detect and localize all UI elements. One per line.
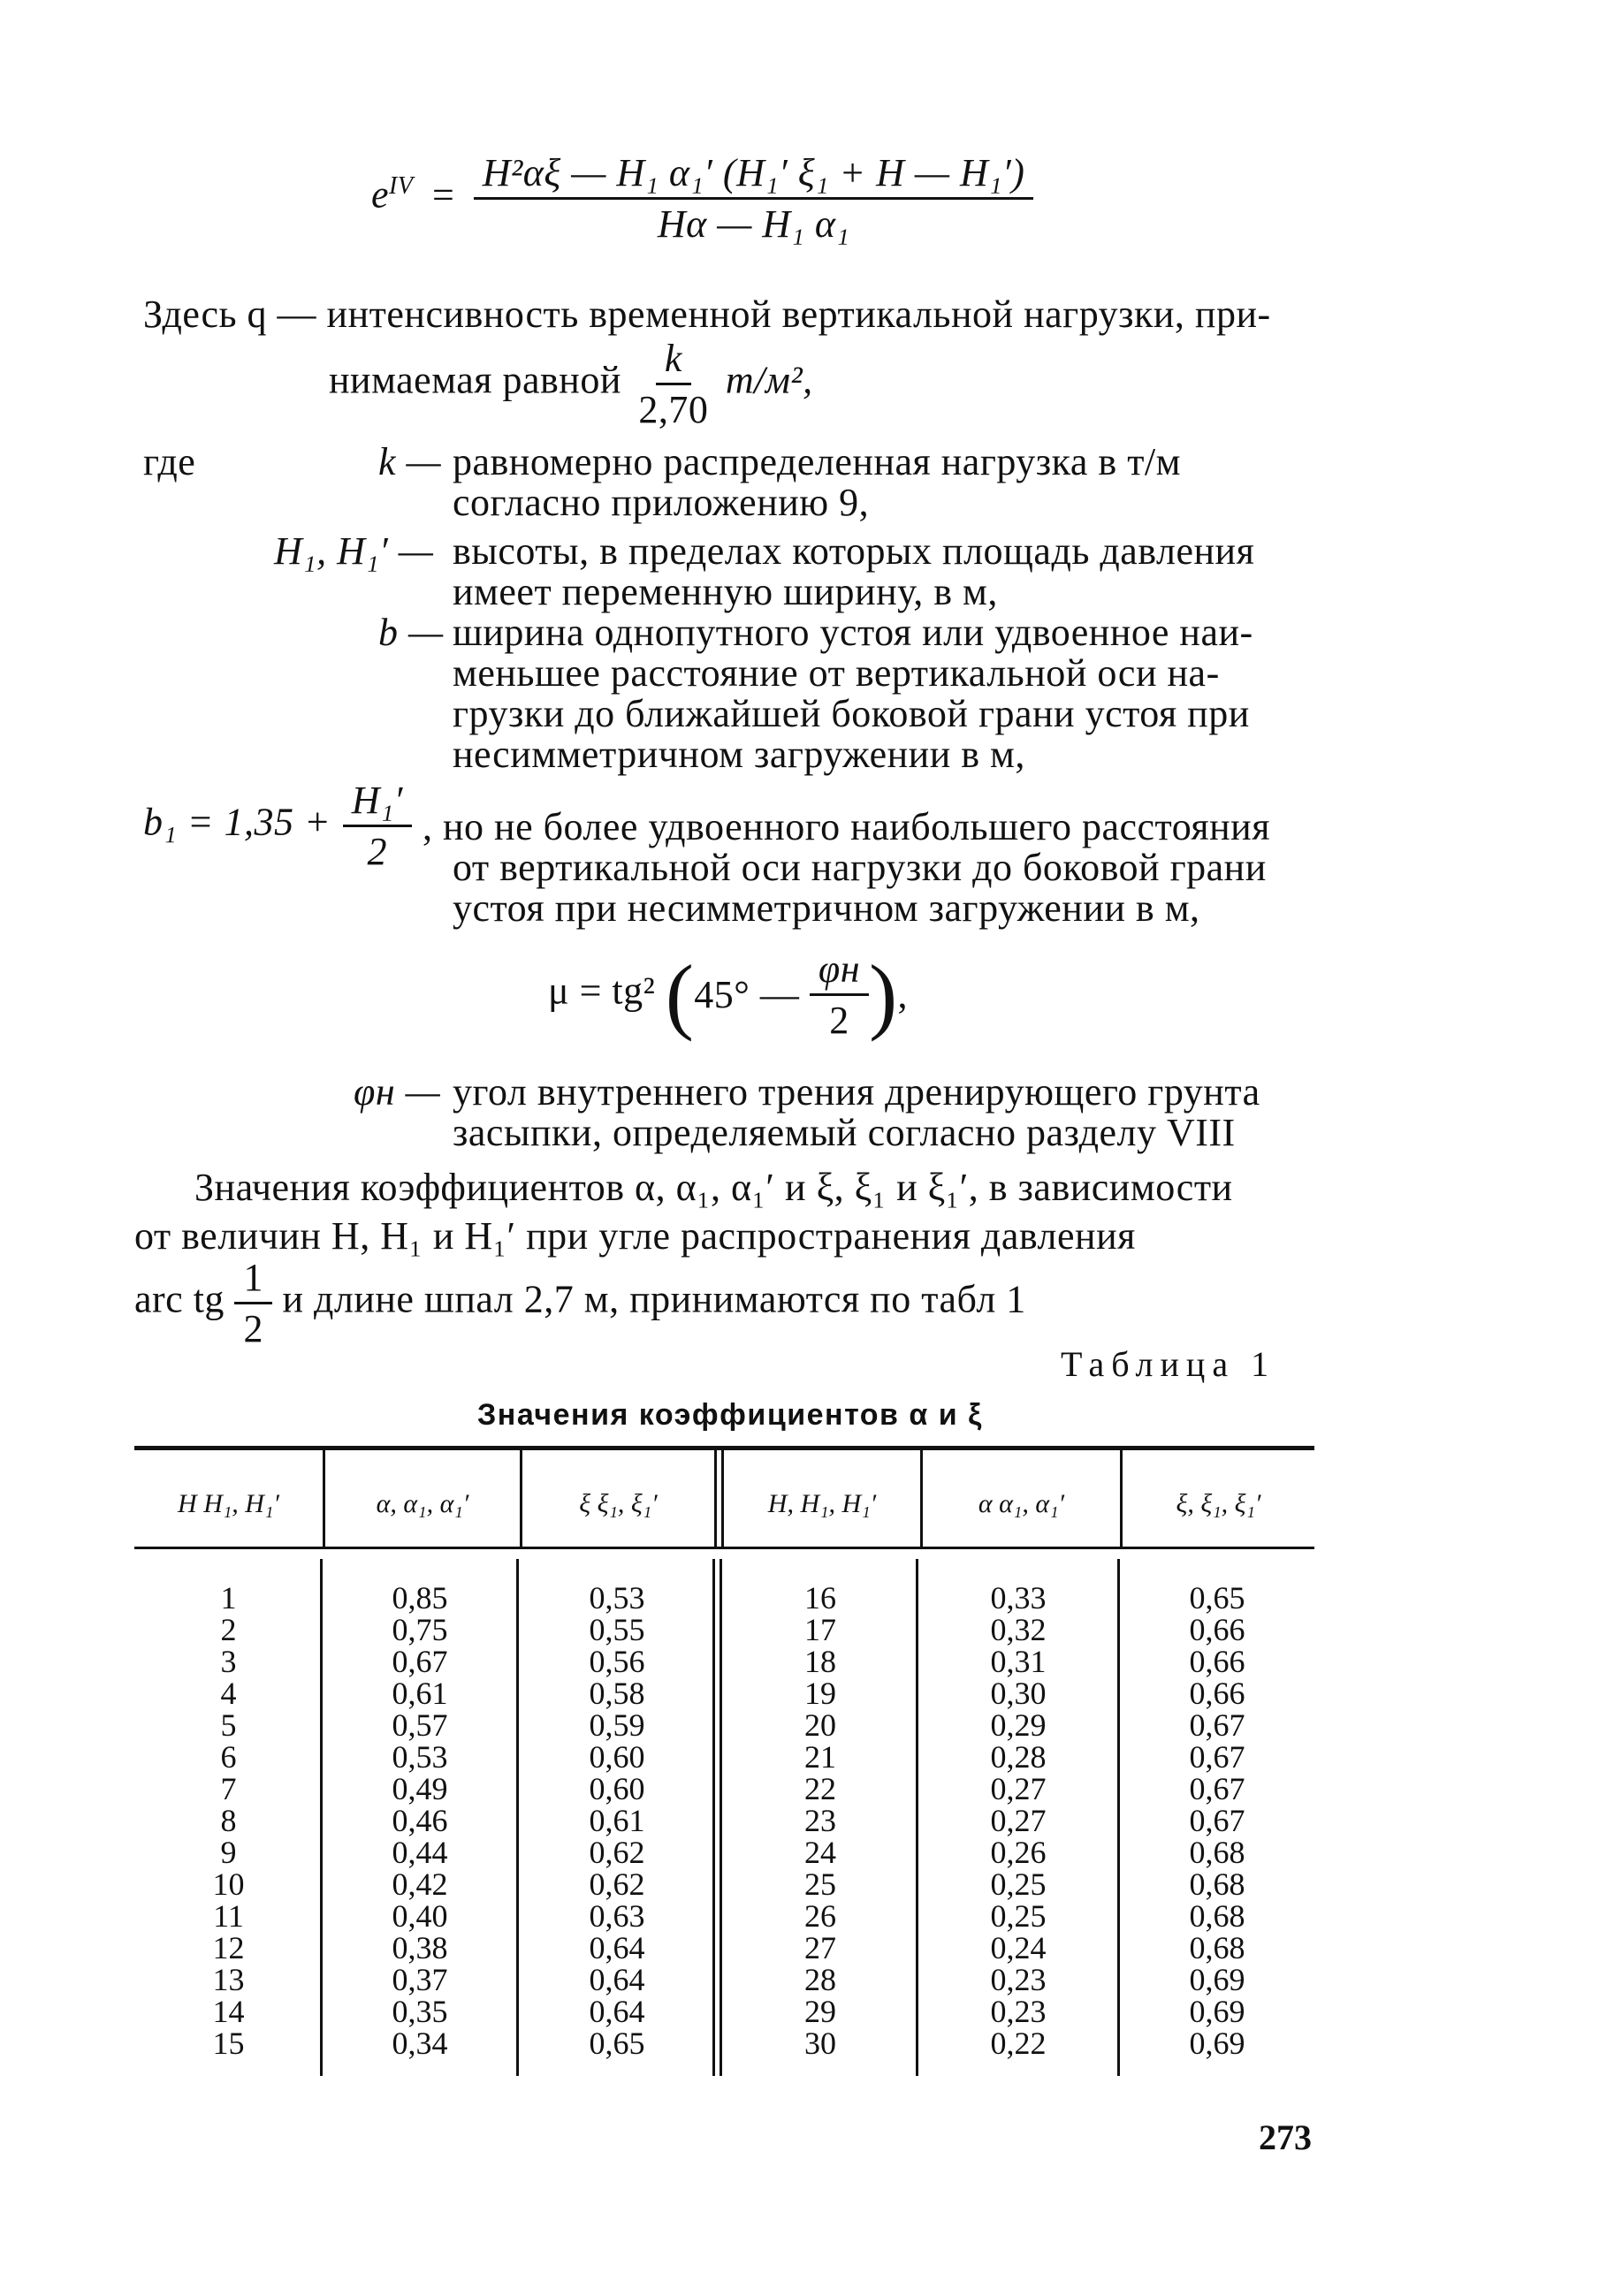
def-b-line-3: грузки до ближайшей боковой грани устоя при <box>453 692 1250 735</box>
formula-lhs: e <box>371 172 390 217</box>
table-cell: 0,60 <box>589 1739 645 1775</box>
column-alpha-left <box>323 1582 517 2059</box>
b1-fraction <box>343 778 412 874</box>
table-top-rule <box>134 1446 1314 1450</box>
table-cell: 0,53 <box>392 1739 448 1775</box>
b1-fraction-den: 2 <box>367 830 388 873</box>
table-cell: 0,57 <box>392 1707 448 1743</box>
mu-paren-close: ) <box>869 947 898 1042</box>
table-cell: 0,37 <box>392 1962 448 1997</box>
table-cell: 0,25 <box>990 1866 1047 1902</box>
table-cell: 0,23 <box>990 1994 1047 2029</box>
b1-lhs: b₁ = 1,35 + <box>143 800 331 844</box>
table-cell: 0,25 <box>990 1898 1047 1934</box>
table-cell: 0,62 <box>589 1866 645 1902</box>
table-cell: 0,75 <box>392 1612 448 1647</box>
table-cell: 25 <box>804 1866 836 1902</box>
table-cell: 0,30 <box>990 1676 1047 1711</box>
table-cell: 0,68 <box>1189 1898 1245 1934</box>
table-cell: 12 <box>212 1930 245 1965</box>
table-cell: 0,34 <box>392 2026 448 2061</box>
b1-line-3: устоя при несимметричном загружении в м, <box>453 886 1200 930</box>
table-cell: 14 <box>212 1994 245 2029</box>
para-fraction-den: 2 <box>243 1307 263 1350</box>
def-h-line-1: высоты, в пределах которых площадь давления <box>453 529 1255 573</box>
mu-fraction-num: φн <box>810 947 869 996</box>
table-cell: 0,64 <box>589 1962 645 1997</box>
table-cell: 0,60 <box>589 1771 645 1806</box>
def-k-line-2: согласно приложению 9, <box>453 481 870 524</box>
formula-lhs-sup: IV <box>389 171 414 200</box>
table-cell: 18 <box>804 1644 836 1679</box>
header-h-right: H, H₁, H₁′ <box>767 1489 877 1518</box>
table-cell: 0,65 <box>589 2026 645 2061</box>
table-cell: 0,85 <box>392 1580 448 1616</box>
formula-numerator: H²αξ — H₁ α₁′ (H₁′ ξ₁ + H — H₁′) <box>474 150 1034 200</box>
table-cell: 3 <box>220 1644 237 1679</box>
table-cell: 0,26 <box>990 1835 1047 1870</box>
para-line-1: Значения коэффициентов α, α₁, α₁′ и ξ, ξ₁ и ξ₁′, в зависимости <box>194 1166 1233 1209</box>
table-cell: 0,59 <box>589 1707 645 1743</box>
table-cell: 10 <box>212 1866 245 1902</box>
table-cell: 23 <box>804 1803 836 1838</box>
para-fraction-num: 1 <box>234 1255 272 1304</box>
b1-fraction-num: H₁′ <box>343 778 412 827</box>
table-cell: 24 <box>804 1835 836 1870</box>
table-cell: 29 <box>804 1994 836 2029</box>
table-cell: 0,66 <box>1189 1612 1245 1647</box>
header-xi-right: ξ, ξ₁, ξ₁′ <box>1176 1489 1261 1518</box>
intro-prefix: нимаемая равной <box>329 358 621 402</box>
table-cell: 0,22 <box>990 2026 1047 2061</box>
formula-fraction <box>474 150 1034 247</box>
intro-fraction <box>638 336 708 432</box>
table-cell: 0,35 <box>392 1994 448 2029</box>
b1-line-1: , но не более удвоенного наибольшего расстояния <box>423 805 1270 848</box>
mu-fraction <box>810 947 869 1043</box>
para-tail: и длине шпал 2,7 м, принимаются по табл 1 <box>282 1277 1026 1321</box>
phi-line-1: угол внутреннего трения дренирующего грунта <box>453 1070 1260 1114</box>
def-b-line-2: меньшее расстояние от вертикальной оси на- <box>453 651 1220 695</box>
column-h-right <box>722 1582 918 2059</box>
def-h-symbol: H₁, H₁′ — <box>274 529 434 573</box>
table-cell: 0,66 <box>1189 1644 1245 1679</box>
phi-line-2: засыпки, определяемый согласно разделу VIII <box>453 1111 1236 1154</box>
formula-denominator: Hα — H₁ α₁ <box>657 202 850 246</box>
table-double-vline-a <box>714 1449 717 1547</box>
column-xi-right <box>1120 1582 1314 2059</box>
table-cell: 0,63 <box>589 1898 645 1934</box>
table-cell: 0,67 <box>1189 1803 1245 1838</box>
phi-symbol: φн — <box>354 1070 441 1114</box>
column-h-left <box>134 1582 323 2059</box>
mu-paren-open: ( <box>665 947 695 1042</box>
where-label: где <box>143 440 196 483</box>
table-cell: 0,27 <box>990 1803 1047 1838</box>
table-cell: 0,29 <box>990 1707 1047 1743</box>
table-cell: 13 <box>212 1962 245 1997</box>
table-cell: 0,31 <box>990 1644 1047 1679</box>
intro-line-2 <box>329 336 813 432</box>
table-cell: 0,53 <box>589 1580 645 1616</box>
table-cell: 0,69 <box>1189 1994 1245 2029</box>
table-cell: 0,58 <box>589 1676 645 1711</box>
b1-line-2: от вертикальной оси нагрузки до боковой грани <box>453 846 1267 889</box>
table-cell: 1 <box>220 1580 237 1616</box>
b1-formula <box>143 778 414 874</box>
intro-fraction-den: 2,70 <box>638 388 709 431</box>
table-cell: 20 <box>804 1707 836 1743</box>
column-xi-left <box>520 1582 714 2059</box>
table-cell: 0,64 <box>589 1930 645 1965</box>
table-cell: 0,62 <box>589 1835 645 1870</box>
table-cell: 0,32 <box>990 1612 1047 1647</box>
table-cell: 30 <box>804 2026 836 2061</box>
table-cell: 0,40 <box>392 1898 448 1934</box>
table-cell: 0,55 <box>589 1612 645 1647</box>
formula-eq: = <box>431 172 455 217</box>
intro-unit: т/м², <box>725 358 813 402</box>
mu-formula <box>548 946 908 1044</box>
table-cell: 0,27 <box>990 1771 1047 1806</box>
header-xi-left: ξ ξ₁, ξ₁′ <box>579 1489 658 1518</box>
table-cell: 0,38 <box>392 1930 448 1965</box>
table-cell: 0,69 <box>1189 1962 1245 1997</box>
table-cell: 0,46 <box>392 1803 448 1838</box>
table-cell: 21 <box>804 1739 836 1775</box>
table-cell: 0,61 <box>589 1803 645 1838</box>
def-b-symbol: b — <box>378 611 444 654</box>
mu-lhs: μ = tg² <box>548 969 656 1013</box>
def-h-line-2: имеет переменную ширину, в м, <box>453 570 998 613</box>
table-cell: 22 <box>804 1771 836 1806</box>
table-cell: 0,49 <box>392 1771 448 1806</box>
table-cell: 26 <box>804 1898 836 1934</box>
table-cell: 0,67 <box>1189 1771 1245 1806</box>
table-cell: 0,44 <box>392 1835 448 1870</box>
table-cell: 5 <box>220 1707 237 1743</box>
table-cell: 0,23 <box>990 1962 1047 1997</box>
para-fraction <box>234 1255 272 1351</box>
table-cell: 0,68 <box>1189 1866 1245 1902</box>
table-cell: 19 <box>804 1676 836 1711</box>
table-cell: 16 <box>804 1580 836 1616</box>
table-cell: 0,61 <box>392 1676 448 1711</box>
table-label: Таблица 1 <box>1061 1344 1276 1384</box>
table-cell: 0,33 <box>990 1580 1047 1616</box>
table-cell: 6 <box>220 1739 237 1775</box>
table-cell: 0,68 <box>1189 1930 1245 1965</box>
header-alpha-left: α, α₁, α₁′ <box>376 1489 469 1518</box>
intro-line-1: Здесь q — интенсивность временной вертикальной нагрузки, при- <box>143 293 1271 336</box>
def-k-symbol: k — <box>378 440 442 483</box>
para-line-2: от величин H, H₁ и H₁′ при угле распространения давления <box>134 1214 1136 1258</box>
table-cell: 9 <box>220 1835 237 1870</box>
table-cell: 0,24 <box>990 1930 1047 1965</box>
table-cell: 27 <box>804 1930 836 1965</box>
table-cell: 2 <box>220 1612 237 1647</box>
def-b-line-1: ширина однопутного устоя или удвоенное наи- <box>453 611 1253 654</box>
def-b-line-4: несимметричном загружении в м, <box>453 733 1025 776</box>
table-cell: 0,56 <box>589 1644 645 1679</box>
table-cell: 0,68 <box>1189 1835 1245 1870</box>
table-cell: 0,69 <box>1189 2026 1245 2061</box>
table-header-rule <box>134 1547 1314 1549</box>
table-cell: 11 <box>213 1898 244 1934</box>
table-cell: 8 <box>220 1803 237 1838</box>
table-cell: 28 <box>804 1962 836 1997</box>
table-cell: 0,67 <box>1189 1739 1245 1775</box>
table-cell: 0,65 <box>1189 1580 1245 1616</box>
table-cell: 4 <box>220 1676 237 1711</box>
mu-inner: 45° — <box>694 973 800 1016</box>
page-number: 273 <box>1259 2117 1312 2157</box>
para-arc-tg: arc tg <box>134 1277 225 1321</box>
mu-fraction-den: 2 <box>829 999 849 1042</box>
header-alpha-right: α α₁, α₁′ <box>978 1489 1065 1518</box>
mu-tail: , <box>897 973 909 1016</box>
def-k-line-1: равномерно распределенная нагрузка в т/м <box>453 440 1181 483</box>
formula-e-iv <box>371 150 1033 247</box>
table-cell: 0,28 <box>990 1739 1047 1775</box>
table-cell: 0,42 <box>392 1866 448 1902</box>
table-cell: 7 <box>220 1771 237 1806</box>
table-cell: 15 <box>212 2026 245 2061</box>
header-h-left: H H₁, H₁′ <box>178 1489 279 1518</box>
column-alpha-right <box>918 1582 1118 2059</box>
table-cell: 17 <box>804 1612 836 1647</box>
table-title: Значения коэффициентов α и ξ <box>477 1398 983 1432</box>
table-cell: 0,64 <box>589 1994 645 2029</box>
para-line-3 <box>134 1255 1026 1351</box>
table-cell: 0,67 <box>392 1644 448 1679</box>
table-cell: 0,66 <box>1189 1676 1245 1711</box>
intro-fraction-num: k <box>656 336 691 385</box>
table-cell: 0,67 <box>1189 1707 1245 1743</box>
